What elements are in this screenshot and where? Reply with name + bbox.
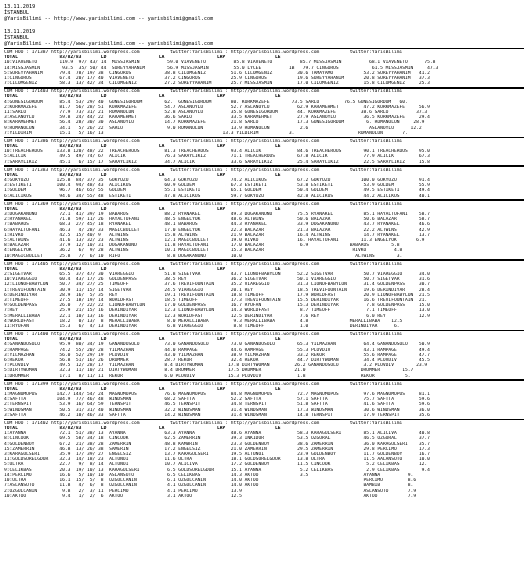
race-row: 5:ULTRA 22.7 9/ 8/ 14 ALTUNOI 10.7 ALICIVA 17.2 GOLDENBOY 11.5 CINCOOK 5.2 CELIKBAS 12. xyxy=(4,462,428,468)
race-row: 1:GOLDEM 96.7 46/ 65/ 55 GOLDEM 55.1 ESTIKETI 65.1 GOLDEM 50.4 GOLDEM 49.5 ESTIKETI 49.4 xyxy=(4,188,430,194)
race-info-line: CUM HOO : 171369 http://yarisbilimi.wordpress.com twitter:YarisBilimi : http://yarisbilimi.wordpress.com twitter:YarisBilimi xyxy=(4,201,403,207)
race-column-header: TOTAL 83/82/83 LD LA LRP LE xyxy=(4,94,281,100)
race-row: 10:VIAVENETO 119.9 97/ 43/ 14 MISSJASMIN 59.0 VIAVENETO 85.8 VIAVENETO 85.7 MISSJASMIN 68.1 VIAVENETO 75.8 xyxy=(4,60,436,66)
race-row: 7:BABAROS 68.3 27/ 45/ 18 RYANAKEL 48.1 BABAROS 44.3 RYANAKEL 33.9 DOGAKANUNU 43.7 RYANAKEL 46.6 xyxy=(4,222,430,228)
race-column-header: TOTAL 83/82/83 LD LA LRP LE xyxy=(4,426,281,432)
race-row: 2:RYANAKEL 71.8 59/ 11/ 26 HAYALTUFANI 48.5 ENGELYOK 48.6 ALTWINS 50.6 BALAZAR 50.6 BALAZAR 58.7 xyxy=(4,217,430,223)
race-row: 1:AYANNA 72.1 51/ 38/ 13 AYANNA 63.3 AYANNA 48.6 AYANNA 58.3 KARAGULSERI 85.1 ALICIVA 40.8 xyxy=(4,431,430,437)
race-row: 7:SARAYLIKIZ 45.1 6/ 15/ 17 SARAYLIKIZ 34.7 ALICIK 33.6 SARAYLIKIZ 25.4 SARAYLIKIZ 22.5 SARAYLIKIZ 15.8 xyxy=(4,159,430,165)
race-block xyxy=(4,379,524,418)
race-row: 8:CINCOOK 69.5 58/ 34/ 18 CINCOOK 62.5 ZAMERRIN 39.3 INKIDUR 53.5 OZGURAL 46.5 OZGURAL 37.7 xyxy=(4,436,430,442)
race-row: 4:GUNESIGORDUM 85.4 53/ 29/ 40 GUNESIGORDUM 62. GUNESIGORDUM 80. KORKMAZEFE 73.5 SARLO 76.5 GUNESIGORDUM 60. xyxy=(4,99,408,105)
race-block xyxy=(4,48,524,87)
race-row: 4:WORLDFAST 18.2 0/ 13/ 8 MERALLIBABA 8.0 MERALLIBABA 9.3 MERALLIBABA 4.8 MERALLIBABA 12.5 xyxy=(4,318,403,324)
race-row: 8:KARAMEHMET 56.4 28/ 30/ 30 ASLANOYLU 14.7 KORKMAZEFE 21.8 SARLO 17.3 GUNESIGORDUM 6. ROMANOLUN 28.9 xyxy=(4,120,425,126)
header-contact-repeat: @YarisBilimi -- http://www.yarisbilimi.com -- yarisbilimi@gmail.com xyxy=(4,41,214,48)
race-column-header: TOTAL 83/82/83 LD LA LRP LE xyxy=(4,386,281,392)
race-row: 3:ESTIKETI 100.4 94/ 48/ 43 ALICIKUS 60.9 GOLDEM 67.3 ESTIKETI 53.8 ESTIKETI 53.9 GOLDEM 55.9 xyxy=(4,183,430,189)
race-row: 8:BALAZAR 37.9 12/ 10/ 31 DOGAKANUNU 11.8 HAYALTUFANI 17.0 BALAZAR 6.9 BABAROS 5.8 xyxy=(4,243,400,249)
header-city-repeat: İSTANBUL xyxy=(4,34,29,41)
race-row: 2:OZGULCANIN 9.8 2/ 3/ 11 PERCIMO 4.1 PERCIMO 13.9 ASLANSUTO 7.9 xyxy=(4,488,417,494)
race-row: 3:SAFTTA 46.2 10/ 46/ 33 SAFTTA 14.2 WINDSMAN 31.4 WINDSMAN 14.8 TERNSPIT 17.9 TERNSPIT 35.6 xyxy=(4,412,430,418)
race-row: 9:CELIKBAS 20.3 19/ 10/ 13 KARAGULSERI 6.5 GOLDSURELGDUR 15.1 AYANNA 5.2 CELIKBAS 2.9 CELIKBAS 9.4 xyxy=(4,467,430,473)
header-city: İSTANBUL xyxy=(4,10,29,17)
race-row: 1:TREVIFOUNTAIN 30.9 11/ 15/ 14 SIGETVAR 24.5 VIAREGGIO 20.1 REY 18.5 TREVIFOUNTAIN 19.6 DERINDIYAR 28.4 xyxy=(4,287,430,293)
race-info-line: CUM HOO : 171403 http://yarisbilimi.wordpress.com twitter:YarisBilimi : http://yarisbilimi.wordpress.com twitter:YarisBilimi xyxy=(4,89,403,95)
race-column-header: TOTAL 83/82/83 LD LA LRP LE xyxy=(4,266,281,272)
race-row: 12:LIONOFBABYLON 50.7 34/ 27/ 25 TIMEOFF 37.6 TREVIFOUNTAIN 35.2 VIAREGGIO 31.3 LIONOFBABYLON 31.4 GOLDENPASS 30.7 xyxy=(4,282,430,288)
race-info-line: CUM HOO : 171399 http://yarisbilimi.wordpress.com twitter:YarisBilimi : http://yarisbilimi.wordpress.com twitter:YarisBilimi xyxy=(4,381,403,387)
race-row: 5:DIRTYWOMAN 32.3 11/ 10/ 21 DIRTYWOMAN 8.4 DRUMMER 17.5 DRUMMER 21.0 DRUMMER 15.7 xyxy=(4,368,414,374)
race-row: 6:ALICIKUS 94.6 34/ 55/ 48 ESTIKETI 47.8 ALICIKUS 59.7 GOKYUZU 42.8 ALICIKUS 44.2 ALICIKUS 40.1 xyxy=(4,193,430,199)
race-row: 1:CINGOROS 67.4 20/ 17/ 40 VIAVENETO 37.2 CINGOROS 25.9 CINGOROS 19.6 SUREYYAHANIM 20.8 SUREYYAHANIM 37.3 xyxy=(4,76,430,82)
race-block xyxy=(4,87,524,136)
race-row: 4:SAFTTA 104.9 77/ 46/ 48 WINDSMAN 68.2 SAFTTA 52.2 SAFTTA 57.1 SAFTTA 75.7 SAFTTA 59.6 xyxy=(4,397,430,403)
race-row: 5:ALICIK 49.5 49/ 74/ 67 ALICIK 76.3 SARAYLIKIZ 71.1 TREACHEROUS 67.8 ALICIK 77.9 ALICIK 67.3 xyxy=(4,154,430,160)
race-block xyxy=(4,165,524,198)
race-row: 11:SARLO 77.9 73/ 31/ 21 ROMANOLUN 52.8 ASLANOYLU 35.8 GUNESIGORDUM 44. KORKMAZEFE 38.6 SARLO 37.3 xyxy=(4,110,428,116)
race-block xyxy=(4,330,524,379)
race-column-header: TOTAL 83/82/83 LD LA LRP LE xyxy=(4,172,281,178)
race-row: 1:MAGNUMOPUS 142.7 144/ 54/ 24 MAGNUMOPUS 76.6 MAGNUMOPUS 84.8 MAGNUMOPUS 72.7 MAGNUMOPUS 97.6 MAGNUMOPUS 81.1 xyxy=(4,392,430,398)
race-row: 4:GOLDENBOY 67.2 21/ 38/ 28 ZAMERRIN 48.8 KAMBRIN 23.3 GOLDENBOY 38.6 ZAMERRIN 36.0 KARAGULSERI 35.7 xyxy=(4,441,430,447)
race-block xyxy=(4,199,524,258)
race-row: 11:RYUFAN 15.3 6/ 4/ 13 DERINDIYAR 6.8 VIAREGGIO 8.8 TIMEOFF 1.0 DERINDIYAR 6. xyxy=(4,324,400,330)
race-row: 3:TIMEOFF 27.5 18/ 19/ 14 WORLDFAST 18.5 TIMEOFF 17.3 TREVIFOUNTAIN 15.5 DERINDIYAR 16.6 TREVIFOUNTAIN 21. xyxy=(4,298,428,304)
race-row: 4:GANANDOSOLO 95.9 80/ 34/ 19 GANANDOSOLO 73.0 GANANDOSOLO 73.0 GANANDOSOLO 65.3 YILMAZHAN 64.4 GANANDOSOLO 50.9 xyxy=(4,342,430,348)
race-row: 1:RIVKO 42.5 15/ 40/ 9 ALTWINS 15.8 ALTWINS 21.9 BALAZAR 16.4 ALTWINS 14.7 RYANAKEL 13.7 xyxy=(4,232,430,238)
race-row: 6:DERINDIYAR 28.9 16/ 5/ 35 REY 19.1 TREVIFOUNTAIN 18.8 TIMEOFF 17.9 WORLDFAST 20.9 LIONOFBABYLON 21.5 xyxy=(4,292,430,298)
race-row: 5:MERALLIBABA 22.1 10/ 13/ 16 DERINDIYAR 12.3 WORLDFAST 12.5 DERINDIYAR 7.6 REY 6.0 REY 12.9 xyxy=(4,313,430,319)
race-row: 14:PERCIMO 16.6 5/ 10/ 10 ASLANSUTO 6.5 CELIKBAS 14.3 AKTOO 3.5 AYANNA 9. xyxy=(4,472,414,478)
race-row: 10:AKTOO 9.4 1/ 2/ 6 AKTOO 3.1 AKTOO 12.5 AKTOO 7.9 xyxy=(4,493,417,499)
race-row: 9:GOLDENPASS 26.0 7/ 22/ 22 LIONOFBABYLON 17.0 GOLDENPASS 16.7 RYUFAN 15.3 DERINDIYAR 7.8 GOLDENPASS 15.0 xyxy=(4,303,430,309)
race-info-line: CUM HOO : 171405 http://yarisbilimi.wordpress.com twitter:YarisBilimi : http://yarisbilimi.wordpress.com twitter:YarisBilimi xyxy=(4,261,403,267)
race-row: 15:ZAMERRIN 46.8 13/ 26/ 38 SAMERIN 17.2 ENGELSIZ 21.0 ZAMERRIN 29.5 ZAMERRIN 29.8 PERCIMO 17.3 xyxy=(4,446,430,452)
race-info-line: CUM HOO : 171383 http://yarisbilimi.wordpress.com twitter:YarisBilimi : http://yarisbilimi.wordpress.com twitter:YarisBilimi xyxy=(4,167,403,173)
race-row: 4:ENGELYOK 36.2 6/ 9/ 28 ALTWINS 10.1 MAGICBULLET 15.3 BALAZAR RIVKO 4.8 xyxy=(4,248,403,254)
race-row: 10:TREACHEROUS 133.8 120/ 48/ 22 TREACHEROUS 81.3 TREACHEROUS 93.4 ALICIK 84.6 TREACHEROUS 90.1 TREACHEROUS 95.0 xyxy=(4,149,430,155)
race-info-line: CUM HOO : 171400 http://yarisbilimi.wordpress.com twitter:YarisBilimi : http://yarisbilimi.wordpress.com twitter:YarisBilimi xyxy=(4,332,403,338)
race-info-line: CUM HOO : 171387 http://yarisbilimi.wordpress.com twitter:YarisBilimi : http://yarisbilimi.wordpress.com twitter:YarisBilimi xyxy=(4,50,403,55)
race-block xyxy=(4,259,524,329)
race-row: 5:SUREYYAHANIM 79.4 78/ 19/ 38 CINGOROS 38.8 CILOMGENIZ 51.6 CILOMGENIZ 30.6 TAMAYAMO 53.2 SUREYYAHANIM 41.2 xyxy=(4,70,430,76)
race-row: 4:GOKYUZU 125.8 84/ 37/ 35 GOKYUZU 64.3 GOKYUZU 74.2 ALICIKUS 67.2 GOKYUZU 100.0 GOKYUZU 91.4 xyxy=(4,178,430,184)
race-row: 14:MISSJASMIN 93.5 35/ 50/ 44 SUREYYAHANIM 56.9 MISSJASMIN 55.0 LYCEE 1B 79.7 CINGOROS 61.5 MISSJASMIN 47.3 xyxy=(4,65,439,71)
race-row: 1:DRUMMER 17.1 8/ 11/ 11 REKOR 6.0 PLOVDIV 15.3 PLOVDIV 1.8 REKOR 5. xyxy=(4,373,411,379)
race-row: 7:REY 25.9 21/ 15/ 16 DERINDIYAR 12.3 LIONOFBABYLON 14.3 WORLDFAST 8.7 TIMEOFF 7.1 TIMEOFF 13.0 xyxy=(4,308,430,314)
race-row: 5:WINDSMAN 50.5 31/ 31/ 40 WINDSMAN 32.2 WINDSMAN 31.4 WINDSMAN 17.3 WINDSMAN 30.6 WINDSMAN 36.0 xyxy=(4,407,430,413)
race-row: 7:ASLANSUTO 11.8 4/ 6/ 8 OZGULCANIN 4.1 OZGULCANIN 14.0 AKTOO BAMBIB 8. xyxy=(4,483,414,489)
race-row: 10:MAGICBULLET 25.8 7/ 6/ 10 RIFO 8.8 DOGAKANUNU 10.0 ALTWINS 3. xyxy=(4,253,403,259)
race-row: 10:ULTRA 16.1 15/ 5/ 8 OZGULCANIN 6.1 OZGULCANIN 14.0 AKTOO PERCIMO 8.6 xyxy=(4,478,417,484)
race-row: 7:CILOMGENIZ 58.3 13/ 42/ 34 CILOMGENIZ 27.2 SUREYYAHANIM 25.7 MISSJASMIN 17.0 CILOMGENIZ 15.8 CILOMGENIZ 25.3 xyxy=(4,81,430,87)
race-column-header: TOTAL 83/82/83 LD LA LRP LE xyxy=(4,206,281,212)
race-row: 3:YILMAZHAN 56.0 52/ 29/ 19 PLOVDIV 43.0 YILMAZHAN 38.9 YILMAZHAN 33.2 REKOR 55.6 RAMPAGE 47.7 xyxy=(4,352,430,358)
race-block xyxy=(4,419,524,499)
race-info-line: CUM HOO : 171386 http://yarisbilimi.wordpress.com twitter:YarisBilimi : http://yarisbilimi.wordpress.com twitter:YarisBilimi xyxy=(4,138,403,144)
race-row: 7:PLOVDIV 49.5 12/ 28/ 17 YILMAZHAN 8.4 DIRTYWOMAN 17.8 DIRTYWOMAN 26.2 GANANDOSOLO 3.2 PLOVDIV 23.9 xyxy=(4,363,428,369)
race-row: 3:ASLANOYLU 59.8 24/ 44/ 22 KARAMEHMET 36.6 SARLO 33.5 KARAMEHMET 27.9 ASLANOYLU 36.5 KORKMAZEFE 29.4 xyxy=(4,115,430,121)
race-row: 6:HAYALTUFANI 46.3 4/ 28/ 33 MAGICBULLET 17.0 ENGELYOK 22.3 BALAZAR 21.3 BALAZAR 22.2 ALTWINS 42.9 xyxy=(4,227,430,233)
race-row: 2:TERNSPIT 53.9 16/ 64/ 59 TERNSPIT 46.5 TERNSPIT 34.8 TERNSPIT 51.8 SAFTTA 41.6 SAFTTA 59.6 xyxy=(4,402,430,408)
race-row: 7:YILDIRIM 15.1 5/ 16/ 13 13.3 YILDIRIM 3. ROMANOLUN 7. xyxy=(4,130,408,136)
header-date: 13.11.2019 xyxy=(4,4,36,10)
race-row: 2:RAMPAGE 74.2 55/ 20/ 28 YILMAZHAN 44.0 RAMPAGE 44.6 RAMPAGE 55.3 PLOVDIV 43.1 RAMPAGE 49.4 xyxy=(4,347,430,353)
race-row: 5:ALTWINS 41.6 13/ 32/ 23 ALTWINS 12.1 MAGICBULLET 19.0 RIVKO 16. HAYALTUFANI 11.3 ENGELYOK 6.9 xyxy=(4,238,425,244)
race-row: 3:DOGAKANUNU 72.1 41/ 39/ 19 BABAROS 88.2 RYANAKEL 49.3 DOGAKANUNU 75.5 RYANAKEL 85.1 HAYALTUFANI 58.7 xyxy=(4,212,430,218)
race-row: 3:KARAGULSERI 35.9 17/ 39/ 27 ENGELSIZ 13.7 KARAGULSERI 19.5 ALTUNOI 23.9 GOLDENBOY 11.7 GOLDENBOY 16.7 xyxy=(4,452,430,458)
race-row: 2:KORKMAZEFE 81.7 56/ 28/ 51 KORKMAZEFE 54.7 ASLANOYLU 52.7 ASLANOYLU 62.9 KARAMEHMET 47.2 KORKMAZEFE 56.9 xyxy=(4,104,430,110)
race-row: 9:ROMANOLUN 34.1 5/ 26/ 22 SARLO 9.0 ROMANOLUN 13.9 ROMANOLUN 2.6 ASLANOYLU 12.2 xyxy=(4,125,422,131)
race-row: 11:GOLDSURELGDUR 32.3 14/ 18/ 23 ALTUNOI 11.6 ULTRA 18.1 GOLDSURELGDUR 13.8 ULTRA 11.5 AALANSUTO 10.0 xyxy=(4,457,430,463)
race-info-line: CUM HOO : 171402 http://yarisbilimi.wordpress.com twitter:YarisBilimi : http://yarisbilimi.wordpress.com twitter:YarisBilimi xyxy=(4,420,403,426)
header-date-repeat: 13.11.2019 xyxy=(4,28,36,35)
race-column-header: TOTAL 83/82/83 LD LA LRP LE xyxy=(4,337,281,343)
race-row: 2:SIGETVAR 65.5 37/ 47/ 30 VIAREGGIO 51.8 SIGETVAR 43.7 LIONOFBABYLON 52.2 SIGETVAR 50.7 VIAREGGIO 34.0 xyxy=(4,272,430,278)
race-tables xyxy=(4,48,524,499)
header-contact: @YarisBilimi -- http://www.yarisbilimi.com -- yarisbilimi@gmail.com xyxy=(4,16,214,23)
race-row: 6:REKOR 56.8 51/ 16/ 26 DRUMMER 28.7 REKOR 32.4 REKOR 44.7 DIRTYWOMAN 34.4 PLOVDIV 45.5 xyxy=(4,358,430,364)
race-row: 10:VIAREGGIO 60.4 43/ 17/ 26 GOLDENPASS 38.5 REY 36.2 SIGETVAR 50.1 VIAREGGIO 50.7 SIGETVAR 31.6 xyxy=(4,277,430,283)
race-block xyxy=(4,137,524,165)
race-column-header: TOTAL 83/82/83 LD LA LRP LE xyxy=(4,55,281,61)
race-column-header: TOTAL 83/82/83 LD LA LRP LE xyxy=(4,144,281,150)
